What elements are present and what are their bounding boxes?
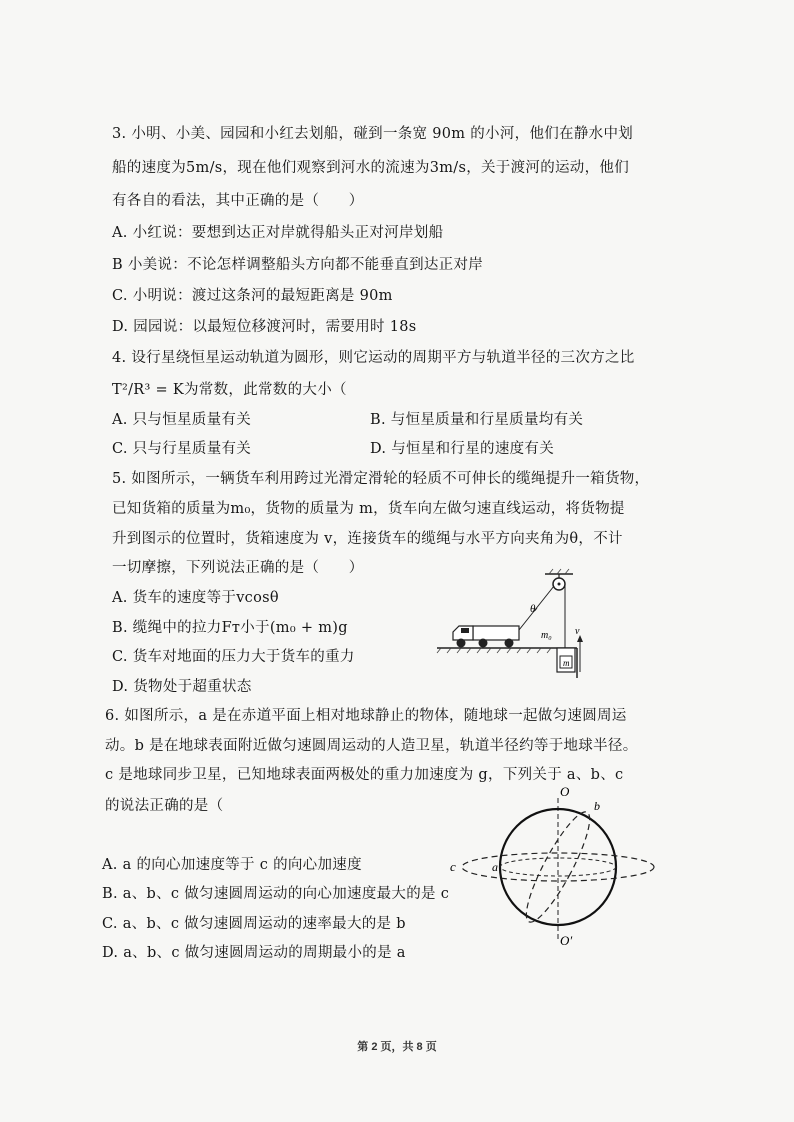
label-c: c — [450, 859, 456, 874]
q6-stem-line-3: c 是地球同步卫星，已知地球表面两极处的重力加速度为 g，下列关于 a、b、c — [105, 767, 624, 783]
q6-option-d: D. a、b、c 做匀速圆周运动的周期最小的是 a — [102, 945, 406, 961]
label-o-bottom: O′ — [560, 933, 573, 948]
theta-label: θ — [530, 603, 536, 615]
label-o-top: O — [560, 784, 570, 799]
q3-stem-line-1: 3. 小明、小美、园园和小红去划船，碰到一条宽 90m 的小河，他们在静水中划 — [112, 126, 634, 142]
q3-option-d: D. 园园说：以最短位移渡河时，需要用时 18s — [112, 319, 417, 335]
q4-option-b: B. 与恒星质量和行星质量均有关 — [370, 412, 584, 428]
q4-option-c: C. 只与行星质量有关 — [112, 441, 252, 457]
q5-stem-line-4: 一切摩擦，下列说法正确的是（ ） — [112, 560, 364, 576]
q5-option-b: B. 缆绳中的拉力Fᴛ小于(m₀ + m)g — [112, 620, 348, 636]
q4-stem-line-1: 4. 设行星绕恒星运动轨道为圆形，则它运动的周期平方与轨道半径的三次方之比 — [112, 350, 635, 366]
label-a: a — [492, 860, 498, 874]
q4-option-d: D. 与恒星和行星的速度有关 — [370, 441, 555, 457]
q4-option-a: A. 只与恒星质量有关 — [112, 412, 251, 428]
q5-option-c: C. 货车对地面的压力大于货车的重力 — [112, 649, 355, 665]
q6-stem-line-4: 的说法正确的是（ — [105, 798, 224, 814]
q3-stem-line-3: 有各自的看法，其中正确的是（ ） — [112, 193, 364, 209]
q3-option-a: A. 小红说：要想到达正对岸就得船头正对河岸划船 — [112, 225, 444, 241]
q6-option-a: A. a 的向心加速度等于 c 的向心加速度 — [102, 857, 362, 873]
q3-option-b: B 小美说：不论怎样调整船头方向都不能垂直到达正对岸 — [112, 257, 484, 273]
q6-stem-line-2: 动。b 是在地球表面附近做匀速圆周运动的人造卫星，轨道半径约等于地球半径。 — [105, 738, 638, 754]
q3-stem-line-2: 船的速度为5m/s，现在他们观察到河水的流速为3m/s，关于渡河的运动，他们 — [112, 160, 629, 176]
q5-option-d: D. 货物处于超重状态 — [112, 679, 252, 695]
q5-stem-line-3: 升到图示的位置时，货箱速度为 v，连接货车的缆绳与水平方向夹角为θ，不计 — [112, 531, 623, 547]
q6-option-c: C. a、b、c 做匀速圆周运动的速率最大的是 b — [102, 916, 406, 932]
q4-stem-line-2: T²/R³ = K为常数，此常数的大小（ — [112, 382, 347, 398]
truck — [453, 626, 519, 648]
q6-option-b: B. a、b、c 做匀速圆周运动的向心加速度最大的是 c — [102, 886, 450, 902]
page-number-footer: 第 2 页，共 8 页 — [357, 1041, 437, 1053]
m-label: m — [563, 658, 570, 668]
label-b: b — [594, 799, 600, 813]
q5-stem-line-1: 5. 如图所示，一辆货车利用跨过光滑定滑轮的轻质不可伸长的缆绳提升一箱货物， — [112, 471, 650, 487]
q3-option-c: C. 小明说：渡过这条河的最短距离是 90m — [112, 288, 393, 304]
q5-truck-pulley-figure — [437, 568, 587, 678]
q6-earth-orbit-figure — [448, 780, 658, 950]
rope-to-truck — [519, 586, 554, 630]
q6-stem-line-1: 6. 如图所示，a 是在赤道平面上相对地球静止的物体，随地球一起做匀速圆周运 — [105, 708, 627, 724]
q5-option-a: A. 货车的速度等于vcosθ — [112, 590, 279, 606]
v-label: v — [575, 626, 580, 637]
m0-label: m₀ — [541, 630, 552, 641]
q5-stem-line-2: 已知货箱的质量为m₀，货物的质量为 m，货车向左做匀速直线运动，将货物提 — [112, 501, 625, 517]
